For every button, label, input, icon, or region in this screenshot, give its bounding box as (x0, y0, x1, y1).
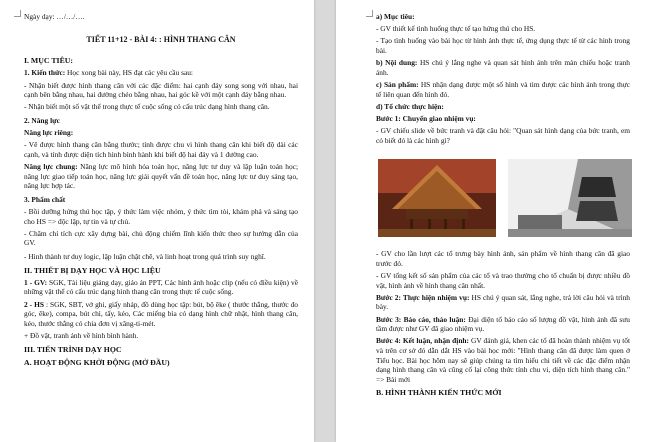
section-heading: B. HÌNH THÀNH KIẾN THỨC MỚI (376, 388, 502, 398)
paragraph: b) Nội dung: HS chú ý lắng nghe và quan sát hình ảnh trên màn chiếu hoặc tranh ảnh. (376, 58, 631, 77)
paragraph: - GV chiếu slide về bức tranh và đặt câu hỏi: "Quan sát hình dạng của bức tranh, em có biết đó là các hình gì? (376, 126, 630, 145)
section-heading: III. TIẾN TRÌNH DẠY HỌC (24, 344, 122, 354)
section-heading: II. THIẾT BỊ DẠY HỌC VÀ HỌC LIỆU (24, 265, 161, 275)
label: 1. Kiến thức: (24, 68, 66, 78)
left-page (0, 0, 314, 442)
paragraph: - Hình thành tư duy logic, lập luận chặt chẽ, và linh hoạt trong quá trình suy nghĩ. (24, 252, 266, 262)
right-page (336, 0, 650, 442)
image-row (376, 159, 630, 239)
lesson-title: TIẾT 11+12 - BÀI 4: : HÌNH THANG CÂN (86, 34, 236, 44)
stilt-house-photo-icon (378, 159, 496, 237)
paragraph: - GV cho lần lượt các tổ trưng bày hình ảnh, sản phẩm về hình thang cân đã giao trước đó. (376, 249, 630, 268)
shelf-room-photo-icon (508, 159, 632, 237)
subheading: d) Tổ chức thực hiện: (376, 101, 444, 111)
paragraph: Bước 2: Thực hiện nhiệm vụ: HS chú ý quan sát, lắng nghe, trả lời câu hỏi và trình bày. (376, 292, 630, 312)
paragraph: Bước 3: Báo cáo, thảo luận: Đại diện tổ báo cáo số lượng đồ vật, hình ảnh đã sưu tầm được như GV đã giao nhiệm vụ. (376, 314, 630, 334)
paragraph: - Chăm chỉ tích cực xây dựng bài, chủ động chiếm lĩnh kiến thức theo sự hướng dẫn của GV. (24, 228, 298, 248)
subheading: 3. Phẩm chất (24, 194, 66, 204)
paragraph: - Vẽ được hình thang cân bằng thước; tính được chu vi hình thang cân khi biết độ dài các cạnh, và tính được diện tích hình bình hành khi biết độ hai đáy và 1 đường cao. (24, 140, 298, 159)
paragraph: 2 - HS : SGK, SBT, vở ghi, giấy nháp, đồ dùng học tập: bút, bộ êke ( thước thẳng, thước đo góc, êke), compa, bút chì, tẩy, kéo, Các miếng bìa có dạng hình chữ nhật, hình thang cân, kéo, thước thẳng có chia đơn vị xăng-ti-mét. (24, 299, 298, 328)
paragraph: - GV tổng kết số sản phẩm của các tổ và trao thưởng cho tổ chuẩn bị được nhiều đồ vật, hình ảnh về hình thang cân nhất. (376, 271, 630, 290)
paragraph: - Bồi dưỡng hứng thú học tập, ý thức làm việc nhóm, ý thức tìm tòi, khám phá và sáng tạo cho HS => độc lập, tự tin và tự chủ. (24, 207, 298, 226)
paragraph: - Nhận biết được hình thang cân với các đặc điểm: hai cạnh đáy song song với nhau, hai cạnh bên bằng nhau, hai đường chéo bằng nhau, hai góc kề với một cạnh đáy bằng nhau. (24, 80, 298, 100)
subheading: 2. Năng lực (24, 115, 60, 125)
right-page-content (376, 12, 630, 401)
subheading: a) Mục tiêu: (376, 12, 415, 21)
paragraph: + Đồ vật, tranh ảnh về hình bình hành. (24, 330, 139, 340)
left-page-content (24, 12, 298, 370)
crop-mark (14, 10, 21, 17)
paragraph: - Nhận biết một số vật thể trong thực tế cuộc sống có cấu trúc dạng hình thang cân. (24, 102, 270, 112)
subheading: Năng lực riêng: (24, 128, 74, 138)
crop-mark (366, 10, 373, 17)
paragraph: 1. Kiến thức: Học xong bài này, HS đạt các yêu cầu sau: (24, 68, 193, 78)
paragraph: - GV thiết kế tình huống thực tế tạo hứng thú cho HS. (376, 24, 536, 34)
section-heading: A. HOẠT ĐỘNG KHỞI ĐỘNG (MỞ ĐẦU) (24, 358, 170, 368)
paragraph: - Tạo tình huống vào bài học từ hình ảnh thực tế, ứng dụng thực tế từ các hình trong bài. (376, 36, 630, 55)
step-heading: Bước 1: Chuyển giao nhiệm vụ: (376, 113, 476, 123)
paragraph: c) Sản phẩm: HS nhận dạng được một số hình và tìm được các hình ảnh trong thực tế liên quan đến hình đó. (376, 79, 630, 99)
paragraph: Năng lực chung: Năng lực mô hình hóa toán học, năng lực tư duy và lập luận toán học; năng lực giao tiếp toán học, năng lực giải quyết vấn đề toán học, năng lực tư duy sáng tạo, năng lực hợp tác. (24, 162, 298, 191)
paragraph: Bước 4: Kết luận, nhận định: GV đánh giá, khen các tổ đã hoàn thành nhiệm vụ tốt và trên cơ sở đó dẫn dắt HS vào bài học mới: "Hình thang cân đã được làm quen ở Tiểu học. Bài học hôm nay sẽ giúp chúng ta tìm hiểu chi tiết về các đặc điểm nhận dạng hình thang cân và cũng cố lại công thức tính chu vi, diện tích hình thang cân." => Bài mới (376, 336, 631, 384)
date-line: Ngày dạy: …/…/…. (24, 12, 85, 21)
section-heading: I. MỤC TIÊU: (24, 56, 74, 66)
paragraph: 1 - GV: SGK, Tài liệu giảng dạy, giáo án PPT, Các hình ảnh hoặc clip (nếu có điều kiện) về những vật thể có cấu trúc dạng hình thang cân trong thực tế cuộc sống. (24, 277, 298, 297)
